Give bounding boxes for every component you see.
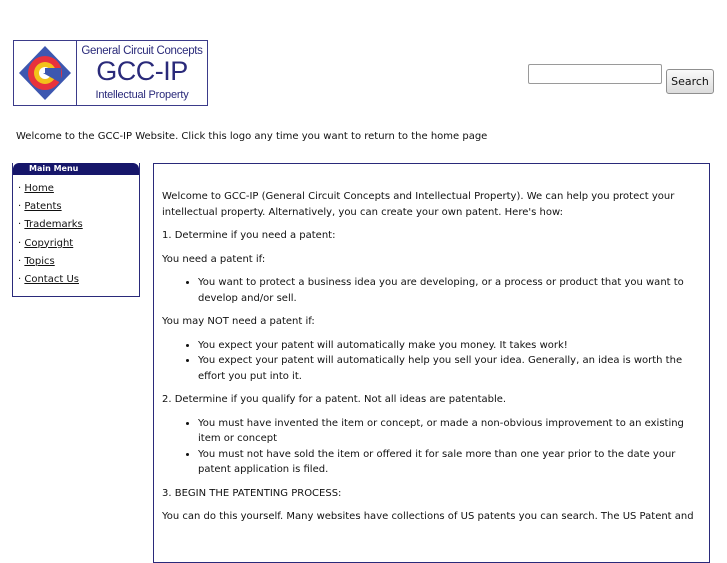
logo-text [77, 41, 207, 105]
step-3-paragraph: You can do this yourself. Many websites have collections of US patents you can search. The US Patent and [162, 511, 694, 522]
menu-link-trademarks[interactable]: Trademarks [24, 219, 83, 231]
list-item: • You must not have sold the item or offered it for sale more than one year prior to the date your patent application is filed. [198, 447, 699, 478]
search-button[interactable]: Search [666, 69, 714, 94]
step-3-heading: 3. BEGIN THE PATENTING PROCESS: [162, 487, 342, 499]
menu-link-topics[interactable]: Topics [24, 255, 55, 267]
main-content [153, 163, 710, 563]
menu-item-topics: · Topics [18, 255, 55, 267]
not-need-patent-heading: You may NOT need a patent if: [162, 316, 315, 327]
menu-link-copyright[interactable]: Copyright [24, 237, 74, 249]
main-menu-title: Main Menu [13, 163, 139, 175]
search-input[interactable] [528, 64, 662, 84]
menu-link-home[interactable]: Home [24, 183, 54, 194]
intro-paragraph: Welcome to GCC-IP (General Circuit Concepts and Intellectual Property). We can help you protect your intellectual property. Alternatively, you can create your own patent. Here's how: [162, 191, 675, 218]
site-logo[interactable] [13, 40, 208, 106]
menu-item-copyright: · Copyright [18, 237, 74, 249]
list-item: • You expect your patent will automatically help you sell your idea. Generally, an idea is worth the effort you put into it. [198, 353, 699, 384]
menu-item-home: · Home [18, 183, 54, 194]
menu-item-trademarks: · Trademarks [18, 219, 83, 231]
logo-acronym: GCC-IP [96, 56, 188, 86]
qualify-list [162, 416, 699, 478]
main-menu-list [13, 175, 139, 292]
menu-link-patents[interactable]: Patents [24, 201, 62, 213]
step-1-heading: 1. Determine if you need a patent: [162, 230, 336, 241]
menu-item-patents: · Patents [18, 201, 62, 213]
need-patent-list [162, 275, 699, 306]
list-item: • You must have invented the item or concept, or made a non-obvious improvement to an existing item or concept [198, 416, 699, 447]
step-2-heading: 2. Determine if you qualify for a patent. Not all ideas are patentable. [162, 394, 507, 405]
logo-tagline: Intellectual Property [95, 89, 189, 101]
need-patent-heading: You need a patent if: [162, 253, 266, 265]
list-item: • You want to protect a business idea you are developing, or a process or product that you want to develop and/or sell. [198, 275, 699, 306]
gcc-logo-icon [14, 41, 77, 105]
not-need-patent-list [162, 338, 699, 385]
welcome-message: Welcome to the GCC-IP Website. Click this logo any time you want to return to the home page [16, 131, 488, 142]
logo-company-name: General Circuit Concepts [81, 45, 203, 57]
list-item: • You expect your patent will automatically make you money. It takes work! [198, 338, 699, 354]
main-menu [12, 163, 140, 297]
menu-item-contact-us: · Contact Us [18, 273, 79, 285]
menu-link-contact-us[interactable]: Contact Us [24, 273, 79, 285]
